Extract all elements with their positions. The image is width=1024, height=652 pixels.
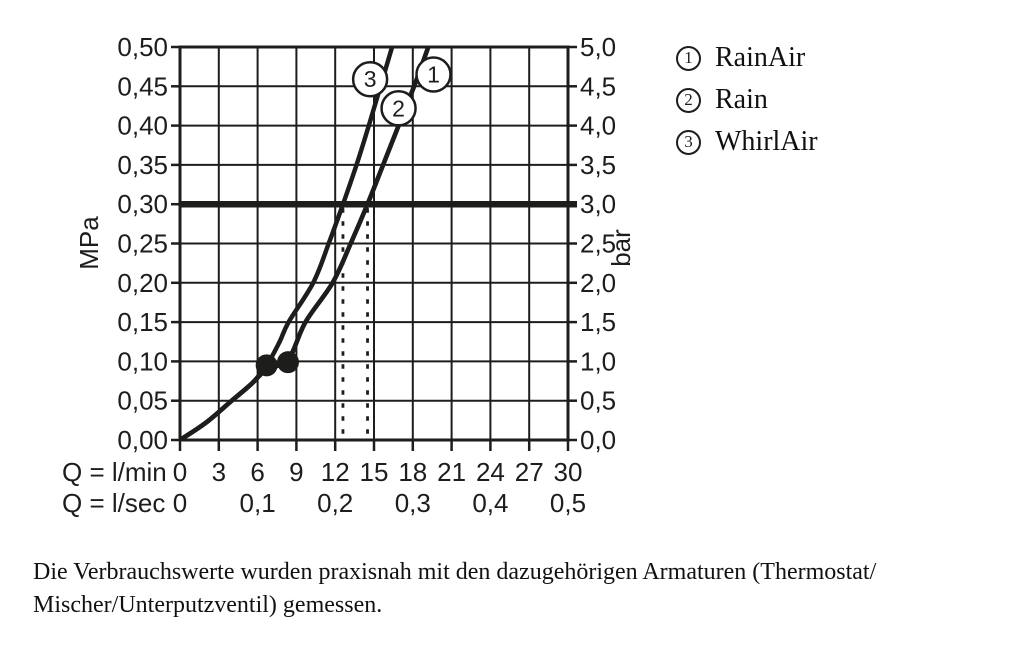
svg-text:27: 27 [514, 457, 544, 487]
svg-text:4,5: 4,5 [580, 71, 617, 102]
svg-text:3,5: 3,5 [580, 149, 617, 180]
svg-text:0,35: 0,35 [117, 149, 168, 180]
svg-text:3,0: 3,0 [580, 189, 617, 220]
x-axis-unit-lsec: Q = l/sec [62, 488, 166, 518]
legend-number-2-icon: 2 [676, 88, 701, 113]
svg-text:6: 6 [250, 457, 265, 487]
svg-text:0,5: 0,5 [580, 385, 617, 416]
svg-text:0,20: 0,20 [117, 267, 168, 298]
svg-text:2,0: 2,0 [580, 267, 617, 298]
x-axis-unit-lmin: Q = l/min [62, 457, 167, 487]
legend-item-rainair [676, 37, 818, 79]
svg-text:0,50: 0,50 [117, 32, 168, 62]
chart-legend [676, 37, 818, 163]
caption-line-2: Mischer/Unterputzventil) gemessen. [33, 592, 383, 618]
svg-text:0,10: 0,10 [117, 346, 168, 377]
svg-text:30: 30 [553, 457, 583, 487]
y-axis-left-tick-labels [117, 32, 168, 455]
svg-text:12: 12 [320, 457, 350, 487]
svg-text:0,0: 0,0 [580, 425, 617, 455]
curve-label-1 [416, 58, 450, 92]
svg-text:0: 0 [172, 457, 188, 487]
x-axis-lmin-tick-labels [173, 457, 583, 487]
curve-label-2 [382, 91, 416, 125]
svg-text:15: 15 [359, 457, 389, 487]
legend-label-whirlair: WhirlAir [715, 126, 818, 157]
svg-text:24: 24 [475, 457, 505, 487]
measurement-dots [256, 351, 299, 376]
svg-text:0: 0 [172, 488, 188, 518]
x-axis-lsec-tick-labels [173, 488, 586, 518]
svg-text:21: 21 [437, 457, 467, 487]
legend-label-rain: Rain [715, 84, 768, 115]
svg-text:0,1: 0,1 [239, 488, 276, 518]
svg-text:0,25: 0,25 [117, 228, 168, 259]
svg-text:0,30: 0,30 [117, 189, 168, 220]
svg-text:9: 9 [289, 457, 304, 487]
svg-text:18: 18 [398, 457, 428, 487]
svg-text:0,45: 0,45 [117, 71, 168, 102]
svg-text:0,00: 0,00 [117, 425, 168, 455]
svg-text:1: 1 [427, 61, 440, 88]
svg-text:1,0: 1,0 [580, 346, 617, 377]
svg-text:0,05: 0,05 [117, 385, 168, 416]
svg-text:1,5: 1,5 [580, 307, 617, 338]
curve-label-3 [353, 62, 387, 96]
measurement-dot [277, 351, 299, 373]
svg-text:3: 3 [363, 66, 377, 93]
legend-number-3-icon: 3 [676, 130, 701, 155]
svg-text:2: 2 [392, 95, 405, 122]
figure-caption [33, 556, 963, 622]
svg-text:0,4: 0,4 [472, 488, 509, 518]
legend-item-whirlair [676, 121, 818, 163]
svg-text:5,0: 5,0 [580, 32, 617, 62]
svg-text:0,5: 0,5 [549, 488, 587, 518]
legend-item-rain [676, 79, 818, 121]
svg-text:2,5: 2,5 [580, 228, 617, 259]
y-axis-unit-bar: bar [606, 229, 636, 267]
svg-text:0,15: 0,15 [117, 307, 168, 338]
caption-line-1: Die Verbrauchswerte wurden praxisnah mit den dazugehörigen Armaturen (Thermostat/ [33, 559, 877, 585]
svg-text:3: 3 [211, 457, 227, 487]
y-axis-unit-mpa: MPa [74, 216, 104, 270]
svg-text:0,2: 0,2 [317, 488, 354, 518]
svg-text:0,3: 0,3 [394, 488, 431, 518]
measurement-dot [256, 354, 278, 376]
legend-label-rainair: RainAir [715, 42, 806, 73]
svg-text:0,40: 0,40 [117, 110, 168, 141]
svg-text:4,0: 4,0 [580, 110, 617, 141]
legend-number-1-icon: 1 [676, 46, 701, 71]
